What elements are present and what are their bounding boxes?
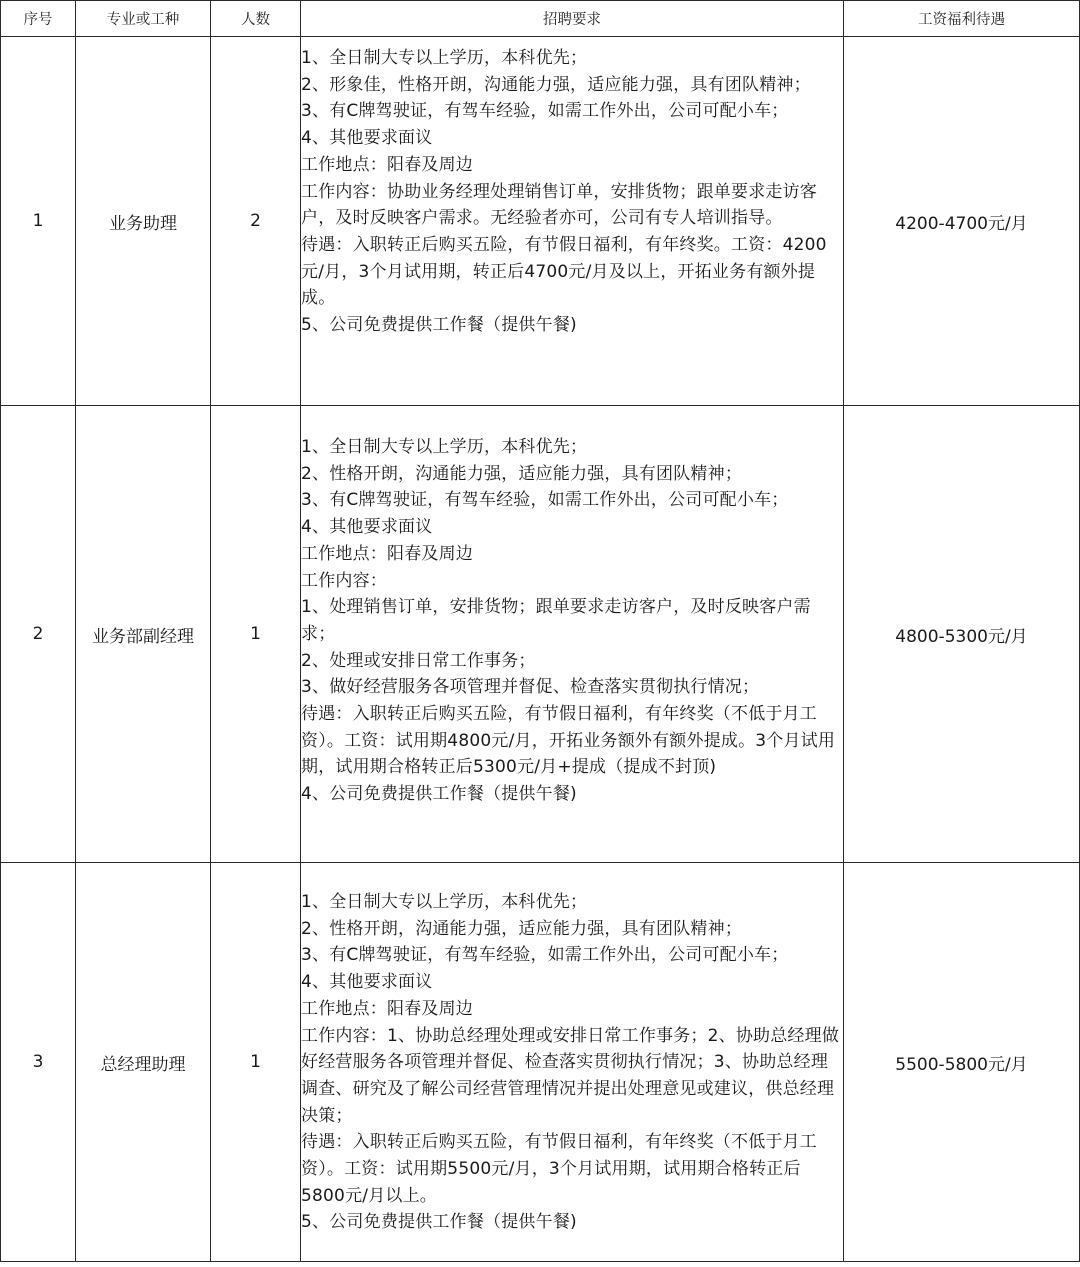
header-index: 序号	[1, 1, 76, 37]
row-index: 3	[1, 863, 76, 1262]
header-position: 专业或工种	[76, 1, 211, 37]
row-index: 2	[1, 406, 76, 863]
requirement-line: 3、有C牌驾驶证，有驾车经验，如需工作外出，公司可配小车；	[301, 101, 789, 122]
row-requirements	[301, 37, 844, 406]
row-requirements	[301, 406, 844, 863]
header-row	[1, 1, 1080, 37]
requirement-line: 4、其他要求面议	[301, 128, 433, 149]
requirement-line: 3、有C牌驾驶证，有驾车经验，如需工作外出，公司可配小车；	[301, 945, 789, 966]
requirement-line: 工作地点：阳春及周边	[301, 543, 473, 564]
header-count: 人数	[211, 1, 301, 37]
requirement-line: 1、全日制大专以上学历，本科优先；	[301, 437, 588, 457]
row-position: 业务助理	[76, 37, 211, 406]
requirement-line: 2、性格开朗，沟通能力强，适应能力强，具有团队精神；	[301, 463, 743, 484]
row-requirements	[301, 863, 844, 1262]
requirement-line: 1、处理销售订单，安排货物；跟单要求走访客户，及时反映客户需求；	[301, 597, 811, 644]
requirement-line: 4、公司免费提供工作餐（提供午餐)	[301, 784, 577, 805]
row-count: 2	[211, 37, 301, 406]
requirement-line: 待遇：入职转正后购买五险，有节假日福利，有年终奖（不低于月工资）。工资：试用期4800元/月，开拓业务额外有额外提成。3个月试用期，试用期合格转正后5300元/月+提成（提成不封顶)	[301, 704, 836, 778]
row-salary: 4800-5300元/月	[844, 406, 1080, 863]
table-row	[1, 406, 1080, 863]
row-salary: 4200-4700元/月	[844, 37, 1080, 406]
requirement-line: 2、形象佳，性格开朗，沟通能力强，适应能力强，具有团队精神；	[301, 74, 811, 95]
row-count: 1	[211, 406, 301, 863]
requirement-line: 工作地点：阳春及周边	[301, 998, 473, 1019]
row-position: 业务部副经理	[76, 406, 211, 863]
requirement-line: 5、公司免费提供工作餐（提供午餐)	[301, 1212, 577, 1233]
requirement-line: 工作内容：	[301, 570, 387, 591]
row-index: 1	[1, 37, 76, 406]
requirement-line: 3、有C牌驾驶证，有驾车经验，如需工作外出，公司可配小车；	[301, 490, 789, 511]
requirement-line: 工作地点：阳春及周边	[301, 154, 473, 175]
requirement-line: 工作内容：协助业务经理处理销售订单，安排货物；跟单要求走访客户，及时反映客户需求。无经验者亦可，公司有专人培训指导。	[301, 181, 817, 229]
requirement-line: 1、全日制大专以上学历，本科优先；	[301, 48, 588, 68]
header-salary: 工资福利待遇	[844, 1, 1080, 37]
table-row	[1, 863, 1080, 1262]
row-salary: 5500-5800元/月	[844, 863, 1080, 1262]
requirement-line: 3、做好经营服务各项管理并督促、检查落实贯彻执行情况；	[301, 677, 760, 698]
table-row	[1, 37, 1080, 406]
row-count: 1	[211, 863, 301, 1262]
header-requirements: 招聘要求	[301, 1, 844, 37]
requirement-line: 4、其他要求面议	[301, 517, 433, 538]
row-position: 总经理助理	[76, 863, 211, 1262]
requirement-line: 2、处理或安排日常工作事务；	[301, 650, 536, 671]
requirement-line: 4、其他要求面议	[301, 972, 433, 993]
requirement-line: 1、全日制大专以上学历，本科优先；	[301, 892, 588, 912]
requirement-line: 2、性格开朗，沟通能力强，适应能力强，具有团队精神；	[301, 918, 743, 939]
requirement-line: 5、公司免费提供工作餐（提供午餐)	[301, 315, 577, 336]
requirement-line: 待遇：入职转正后购买五险，有节假日福利，有年终奖（不低于月工资）。工资：试用期5500元/月，3个月试用期，试用期合格转正后5800元/月以上。	[301, 1132, 817, 1206]
requirement-line: 工作内容：1、协助总经理处理或安排日常工作事务；2、协助总经理做好经营服务各项管理并督促、检查落实贯彻执行情况；3、协助总经理调查、研究及了解公司经营管理情况并提出处理意见或建议，供总经理决策；	[301, 1025, 840, 1126]
requirement-line: 待遇：入职转正后购买五险，有节假日福利，有年终奖。工资：4200元/月，3个月试用期，转正后4700元/月及以上，开拓业务有额外提成。	[301, 234, 827, 309]
